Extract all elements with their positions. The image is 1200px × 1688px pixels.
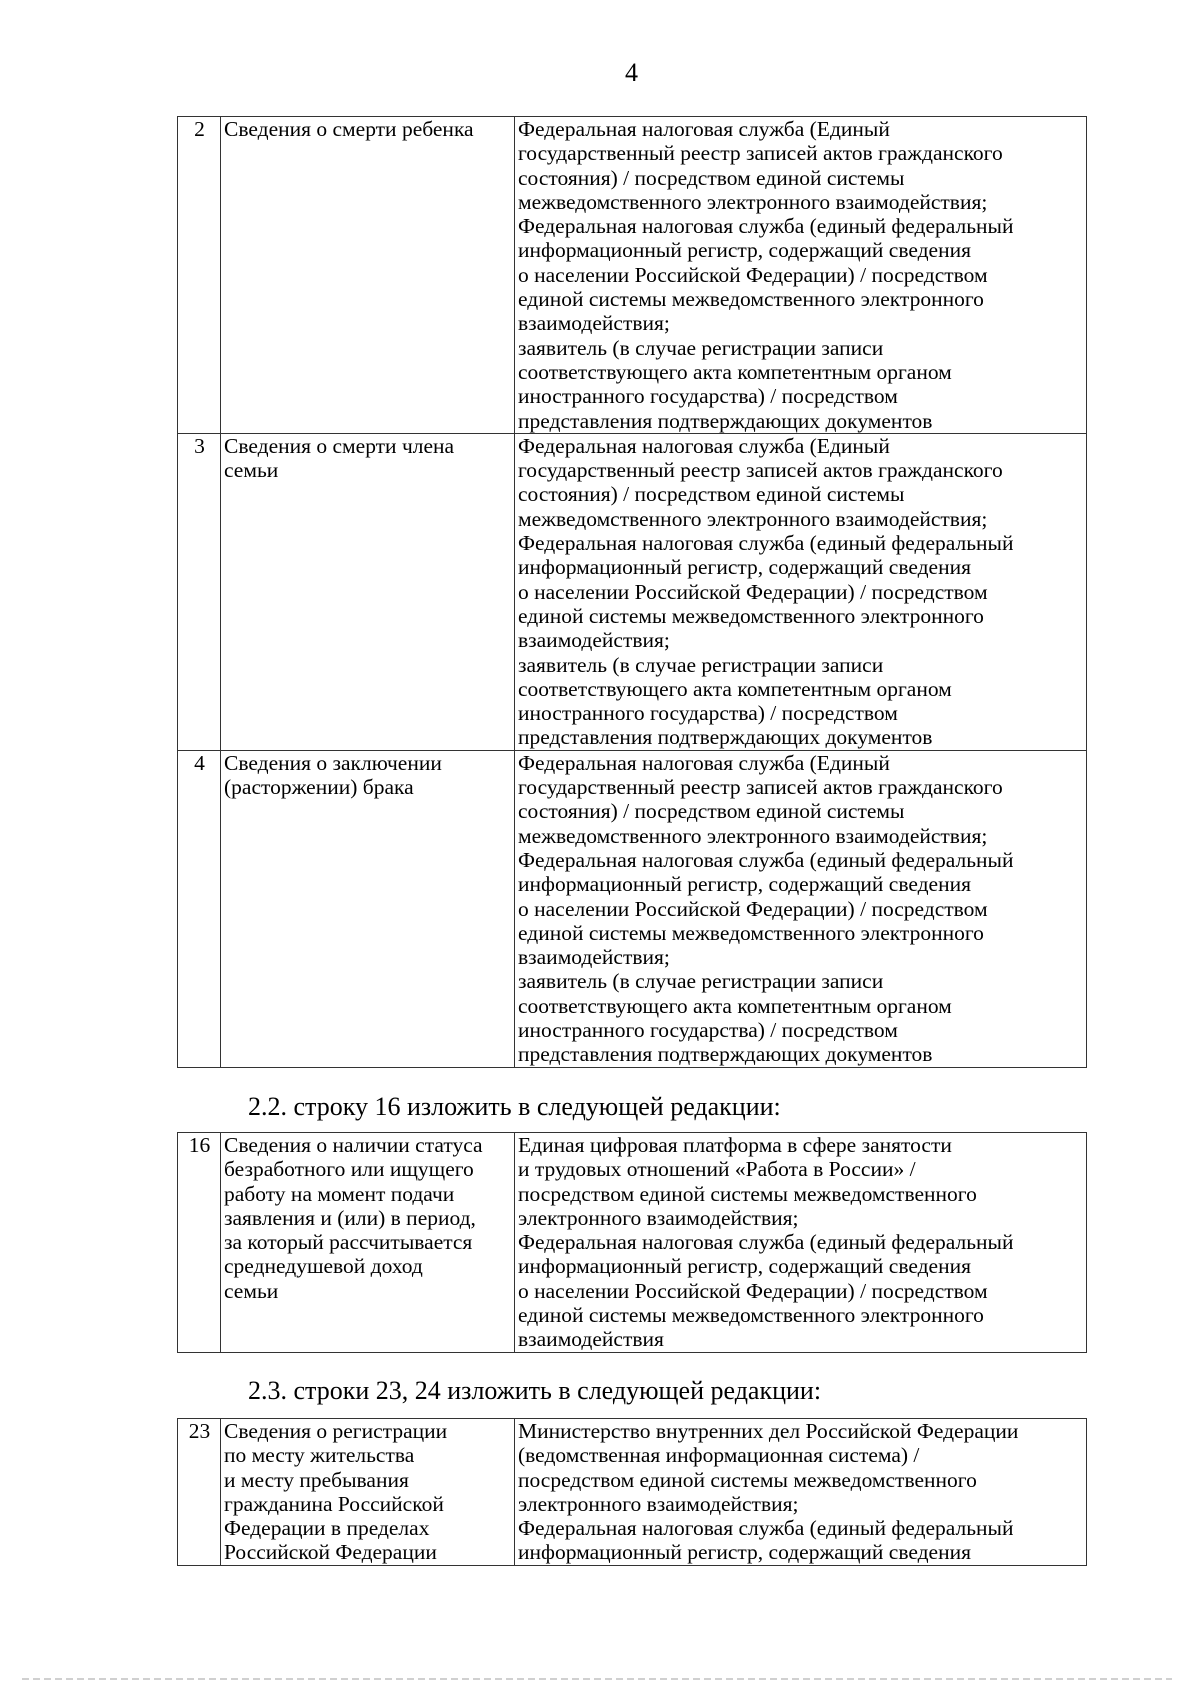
table-row [178, 750, 1087, 1067]
table-row [178, 433, 1087, 750]
row-number: 2 [178, 117, 221, 434]
amendment-heading-rows-23-24: 2.3. строки 23, 24 изложить в следующей редакции: [248, 1376, 822, 1405]
row-number: 23 [178, 1419, 221, 1566]
table-row [178, 1133, 1087, 1353]
scan-edge-mark [22, 1678, 1172, 1680]
data-sources-table-row-16 [177, 1132, 1087, 1353]
source-cell: Федеральная налоговая служба (Единый государственный реестр записей актов гражданского состояния) / посредством единой системы межведомственного электронного взаимодействия; Федеральная налоговая служба (единый федеральный информационный регистр, содержащий сведения о населении Российской Федерации) / посредством единой системы межведомственного электронного взаимодействия; заявитель (в случае регистрации записи соответствующего акта компетентным органом иностранного государства) / посредством представления подтверждающих документов [515, 117, 1087, 434]
information-cell: Сведения о заключении (расторжении) брака [221, 750, 515, 1067]
information-cell: Сведения о регистрации по месту жительства и месту пребывания гражданина Российской Федерации в пределах Российской Федерации [221, 1419, 515, 1566]
source-cell: Федеральная налоговая служба (Единый государственный реестр записей актов гражданского состояния) / посредством единой системы межведомственного электронного взаимодействия; Федеральная налоговая служба (единый федеральный информационный регистр, содержащий сведения о населении Российской Федерации) / посредством единой системы межведомственного электронного взаимодействия; заявитель (в случае регистрации записи соответствующего акта компетентным органом иностранного государства) / посредством представления подтверждающих документов [515, 750, 1087, 1067]
data-sources-table-rows-2-4 [177, 116, 1087, 1068]
information-cell: Сведения о наличии статуса безработного или ищущего работу на момент подачи заявления и (или) в период, за который рассчитывается среднедушевой доход семьи [221, 1133, 515, 1353]
source-cell: Единая цифровая платформа в сфере занятости и трудовых отношений «Работа в России» / посредством единой системы межведомственного электронного взаимодействия; Федеральная налоговая служба (единый федеральный информационный регистр, содержащий сведения о населении Российской Федерации) / посредством единой системы межведомственного электронного взаимодействия [515, 1133, 1087, 1353]
information-cell: Сведения о смерти члена семьи [221, 433, 515, 750]
source-cell: Федеральная налоговая служба (Единый государственный реестр записей актов гражданского состояния) / посредством единой системы межведомственного электронного взаимодействия; Федеральная налоговая служба (единый федеральный информационный регистр, содержащий сведения о населении Российской Федерации) / посредством единой системы межведомственного электронного взаимодействия; заявитель (в случае регистрации записи соответствующего акта компетентным органом иностранного государства) / посредством представления подтверждающих документов [515, 433, 1087, 750]
row-number: 3 [178, 433, 221, 750]
amendment-heading-row-16: 2.2. строку 16 изложить в следующей редакции: [248, 1092, 781, 1121]
page-number: 4 [625, 58, 638, 87]
source-cell: Министерство внутренних дел Российской Федерации (ведомственная информационная система) / посредством единой системы межведомственного электронного взаимодействия; Федеральная налоговая служба (единый федеральный информационный регистр, содержащий сведения [515, 1419, 1087, 1566]
row-number: 16 [178, 1133, 221, 1353]
information-cell: Сведения о смерти ребенка [221, 117, 515, 434]
table-row [178, 117, 1087, 434]
data-sources-table-row-23 [177, 1418, 1087, 1566]
table-row [178, 1419, 1087, 1566]
row-number: 4 [178, 750, 221, 1067]
